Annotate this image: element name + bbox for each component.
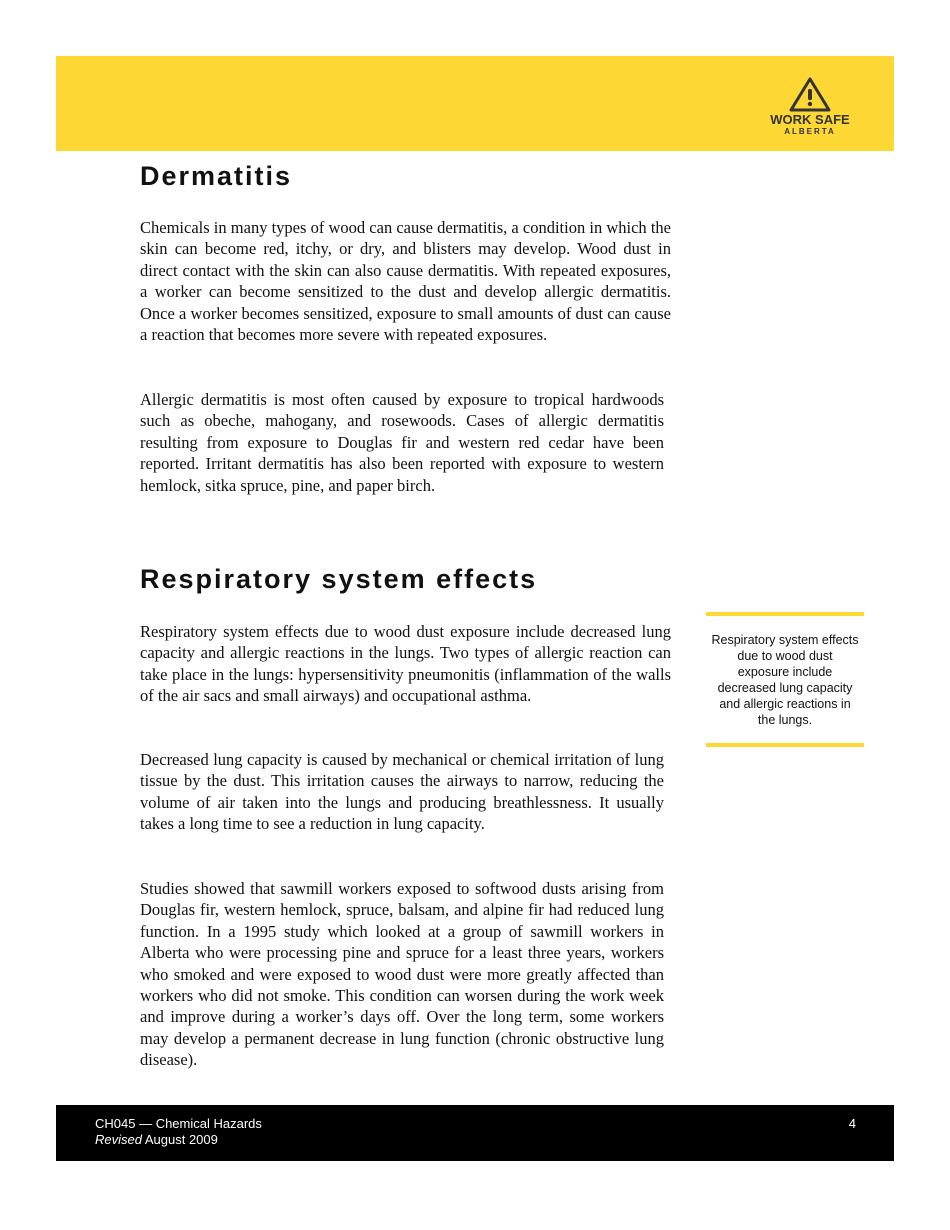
respiratory-paragraph-1: Respiratory system effects due to wood dust exposure include decreased lung capacity and allergic reactions in the lungs. Two types of allergic reaction can take place in the lungs: hypersensitivity pneumonitis (inflammation of the walls of the air sacs and small airways) and occupational asthma. [140,622,671,706]
document-code: CH045 — Chemical Hazards [95,1116,262,1131]
dermatitis-paragraph-1: Chemicals in many types of wood can cause dermatitis, a condition in which the skin can become red, itchy, or dry, and blisters may develop. Wood dust in direct contact with the skin can also cause dermatitis. With repeated exposures, a worker can become sensitized to the dust and develop allergic dermatitis. Once a worker becomes sensitized, exposure to small amounts of dust can cause a reaction that becomes more severe with repeated exposures. [140,218,671,345]
callout-text: Respiratory system effects due to wood dust exposure include decreased lung capacity and allergic reactions in the lungs. [711,633,859,727]
page-footer [56,1105,894,1161]
pull-quote-callout [706,612,864,747]
revision-line [95,1132,218,1147]
logo-text-alberta: ALBERTA [784,127,836,136]
revised-date: August 2009 [141,1132,218,1147]
respiratory-paragraph-2: Decreased lung capacity is caused by mechanical or chemical irritation of lung tissue by the dust. This irritation causes the airways to narrow, reducing the volume of air taken into the lungs and producing breathlessness. It usually takes a long time to see a reduction in lung capacity. [140,750,664,834]
page-number: 4 [848,1116,856,1131]
warning-triangle-icon [788,76,832,112]
header-band [56,56,894,151]
revised-label: Revised [95,1132,142,1147]
dermatitis-paragraph-2: Allergic dermatitis is most often caused by exposure to tropical hardwoods such as obeche, mahogany, and rosewoods. Cases of allergic dermatitis resulting from exposure to Douglas fir and western red cedar have been reported. Irritant dermatitis has also been reported with exposure to western hemlock, sitka spruce, pine, and paper birch. [140,390,664,495]
respiratory-paragraph-3: Studies showed that sawmill workers exposed to softwood dusts arising from Douglas fir, western hemlock, spruce, balsam, and alpine fir had reduced lung function. In a 1995 study which looked at a group of sawmill workers in Alberta who were processing pine and spruce for a least three years, workers who smoked and were exposed to wood dust were more greatly affected than workers who did not smoke. This condition can worsen during the work week and improve during a worker’s days off. Over the long term, some workers may develop a permanent decrease in lung function (chronic obstructive lung disease). [140,879,664,1070]
respiratory-heading: Respiratory system effects [140,564,538,594]
logo-text-work-safe: WORK SAFE [770,112,850,127]
dermatitis-heading: Dermatitis [140,161,293,191]
work-safe-alberta-logo [764,76,856,140]
